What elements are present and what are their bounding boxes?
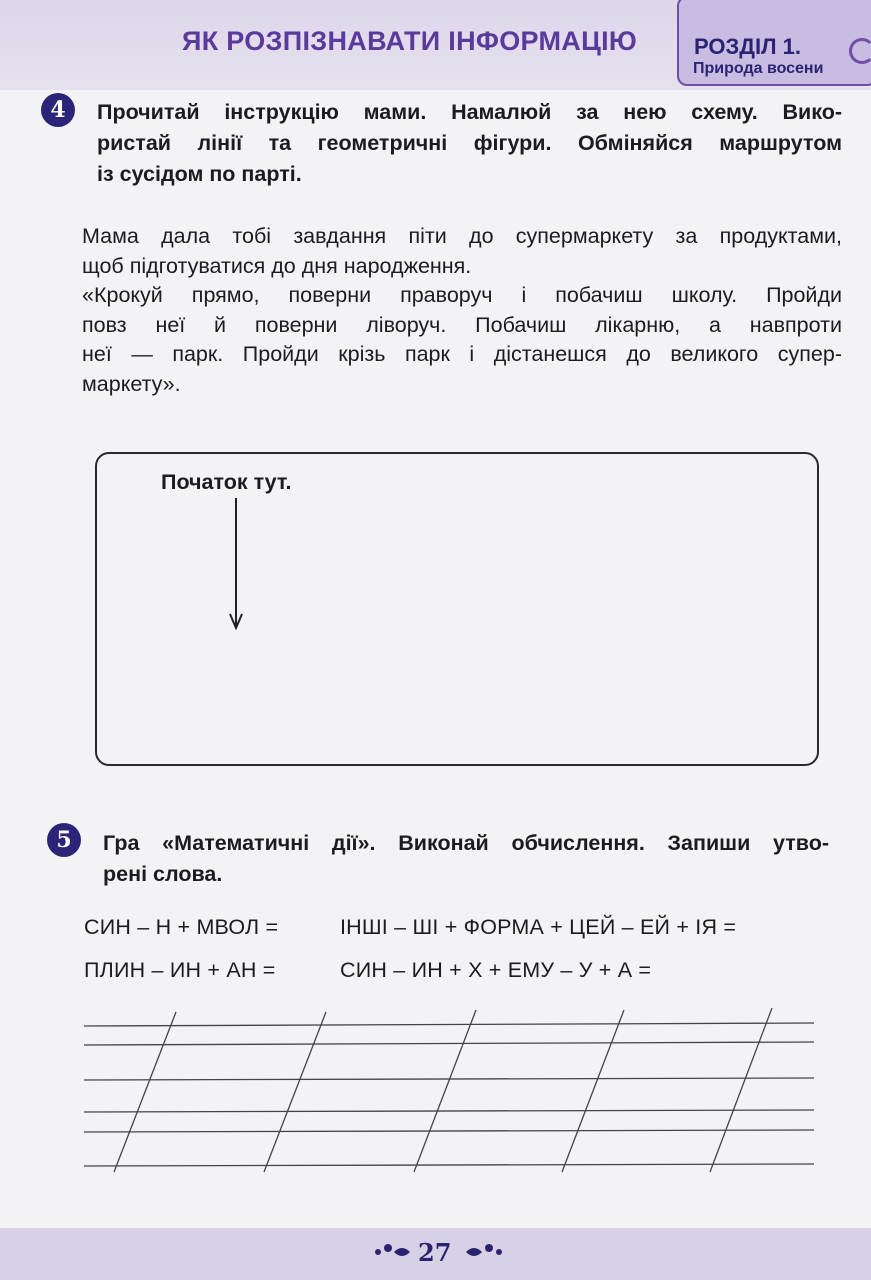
section-number: РОЗДІЛ 1. xyxy=(694,34,801,59)
page-number: 27 xyxy=(418,1238,452,1267)
drawing-area[interactable] xyxy=(95,452,819,766)
writing-lines[interactable] xyxy=(84,1008,819,1178)
instruction-text xyxy=(82,222,842,399)
ornament-left-icon xyxy=(372,1242,412,1260)
task-number-badge: 4 xyxy=(41,93,75,127)
task-heading xyxy=(103,828,829,890)
story-line: маркету». xyxy=(82,371,181,396)
story-line: повз неї й поверни ліворуч. Побачиш лікарню, а навпроти xyxy=(82,312,842,337)
story-line: «Крокуй прямо, поверни праворуч і побачиш школу. Пройди xyxy=(82,283,842,307)
story-line: неї — парк. Пройди крізь парк і дістанешся до великого супер- xyxy=(82,342,842,366)
down-arrow-icon xyxy=(226,498,246,632)
section-name: Природа восени xyxy=(693,60,824,77)
story-line: щоб підготуватися до дня народження. xyxy=(82,253,472,278)
task-number-badge: 5 xyxy=(47,823,81,857)
section-tab xyxy=(677,0,871,86)
heading-line: Гра «Математичні дії». Виконай обчислення. Запиши утво- xyxy=(103,831,829,855)
task-heading xyxy=(97,97,842,190)
equation: ІНШІ – ШІ + ФОРМА + ЦЕЙ – ЕЙ + ІЯ = xyxy=(340,915,737,939)
story-line: Мама дала тобі завдання піти до супермаркету за продуктами, xyxy=(82,224,842,248)
equation: СИН – Н + МВОЛ = xyxy=(84,915,279,939)
equation: ПЛИН – ИН + АН = xyxy=(84,958,276,982)
heading-line: Прочитай інструкцію мами. Намалюй за нею схему. Вико- xyxy=(97,100,842,124)
heading-line: із сусідом по парті. xyxy=(97,162,302,186)
equation: СИН – ИН + Х + ЕМУ – У + А = xyxy=(340,958,652,982)
heading-line: рені слова. xyxy=(103,862,223,886)
ornament-right-icon xyxy=(464,1242,504,1260)
start-label: Початок тут. xyxy=(161,470,292,494)
ring-icon xyxy=(849,38,871,64)
page-title: ЯК РОЗПІЗНАВАТИ ІНФОРМАЦІЮ xyxy=(182,26,638,56)
heading-line: ристай лінії та геометричні фігури. Обміняйся маршрутом xyxy=(97,131,842,155)
